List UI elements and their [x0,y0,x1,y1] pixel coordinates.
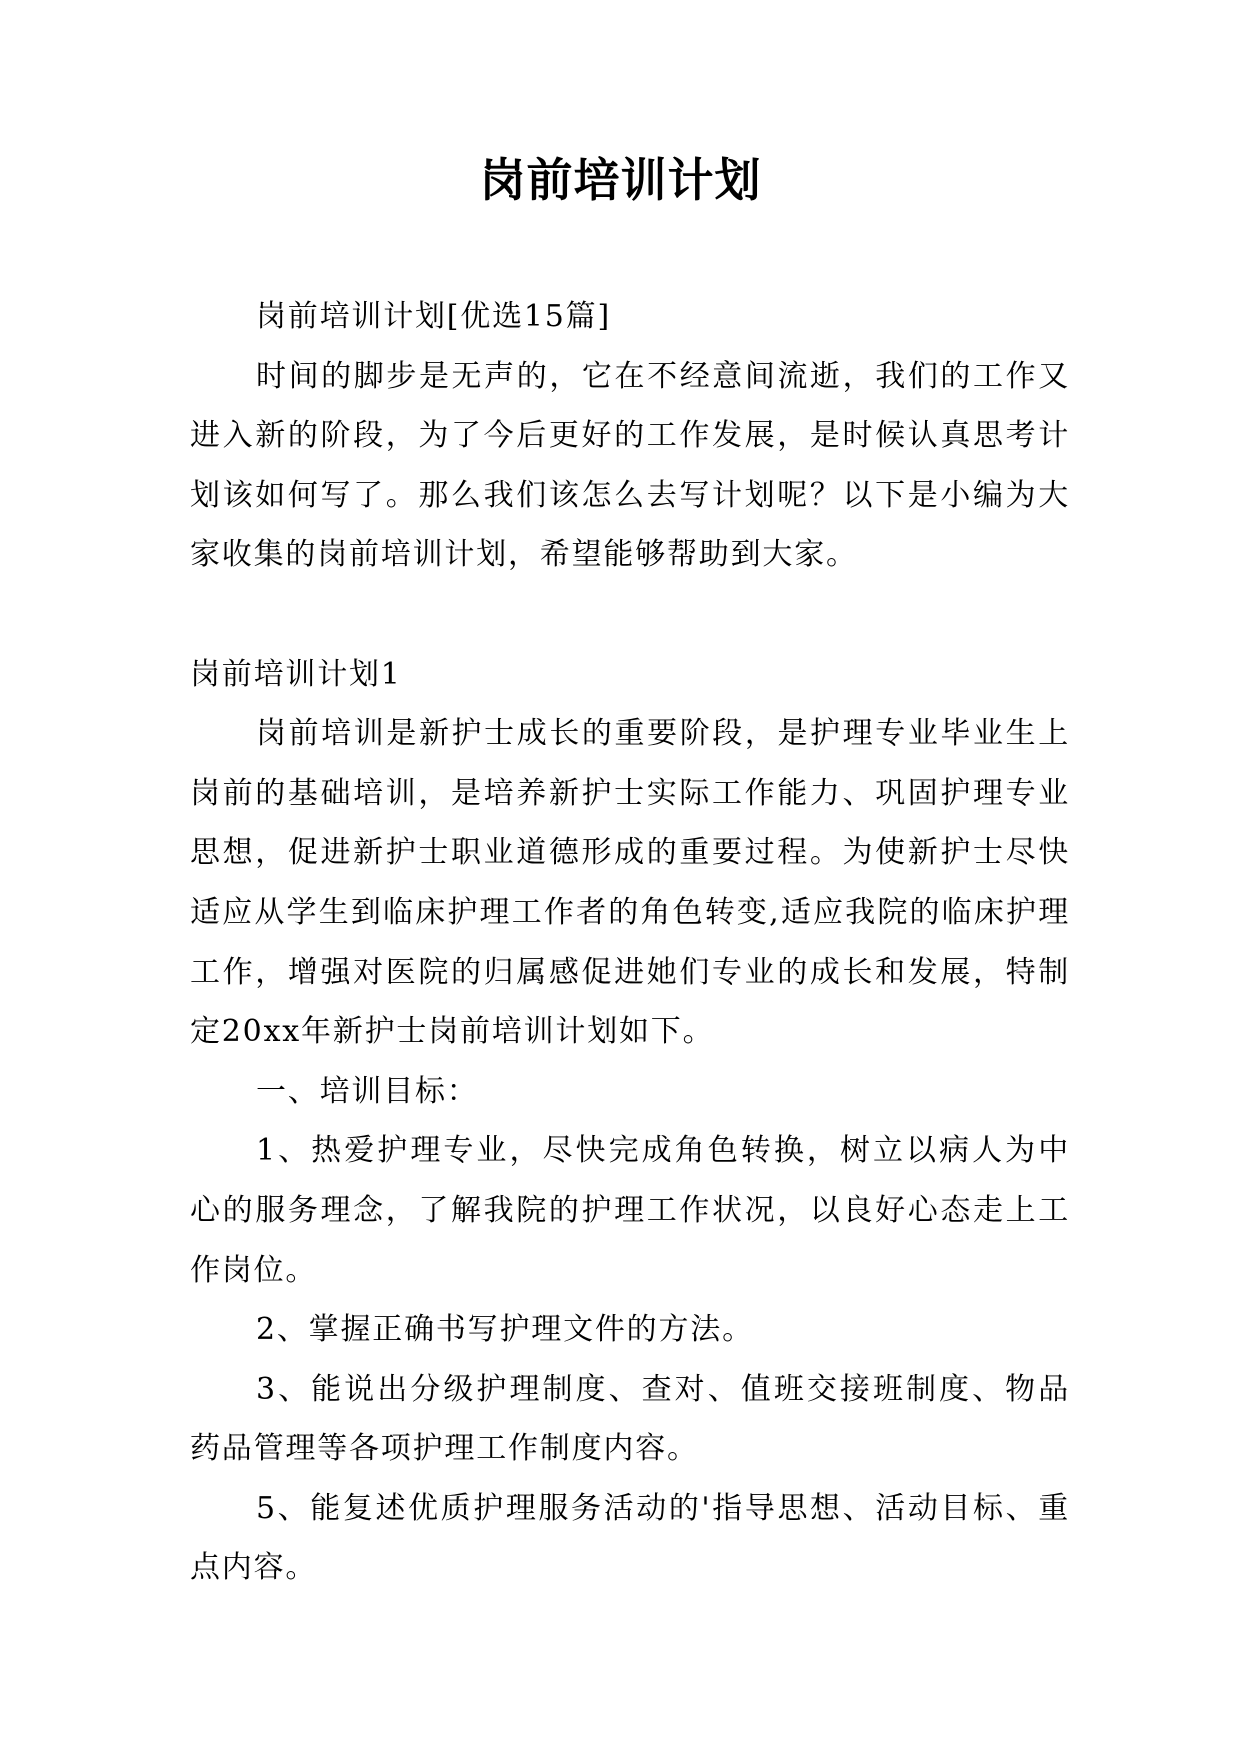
paragraph-background: 岗前培训是新护士成长的重要阶段，是护理专业毕业生上岗前的基础培训，是培养新护士实际工作能力、巩固护理专业思想，促进新护士职业道德形成的重要过程。为使新护士尽快适应从学生到临床护理工作者的角色转变,适应我院的临床护理工作，增强对医院的归属感促进她们专业的成长和发展，特制定20xx年新护士岗前培训计划如下。 [190,716,1070,1050]
list-item-2: 2、掌握正确书写护理文件的方法。 [256,1312,754,1348]
document-body [190,287,1070,1598]
paragraph-intro: 时间的脚步是无声的，它在不经意间流逝，我们的工作又进入新的阶段，为了今后更好的工作发展，是时候认真思考计划该如何写了。那么我们该怎么去写计划呢？以下是小编为大家收集的岗前培训计划，希望能够帮助到大家。 [190,358,1070,573]
paragraph-subtitle: 岗前培训计划[优选15篇] [256,299,611,334]
list-item-1: 1、热爱护理专业，尽快完成角色转换，树立以病人为中心的服务理念，了解我院的护理工作状况，以良好心态走上工作岗位。 [190,1133,1070,1288]
section-heading: 岗前培训计划1 [190,656,402,692]
paragraph-goals-heading: 一、培训目标： [256,1073,479,1109]
list-item-5: 5、能复述优质护理服务活动的'指导思想、活动目标、重点内容。 [190,1490,1070,1586]
blank-line [190,585,1070,645]
document-title: 岗前培训计划 [479,153,762,207]
list-item-3: 3、能说出分级护理制度、查对、值班交接班制度、物品药品管理等各项护理工作制度内容。 [190,1371,1070,1467]
